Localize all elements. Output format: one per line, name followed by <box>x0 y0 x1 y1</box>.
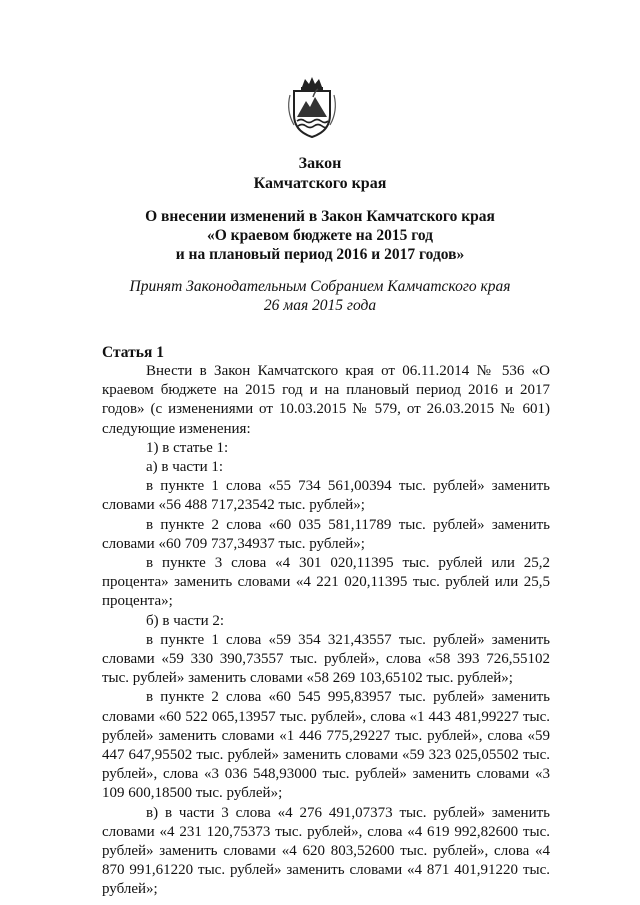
subject-line-1: О внесении изменений в Закон Камчатского края <box>145 208 495 225</box>
article-heading: Статья 1 <box>102 344 164 361</box>
document-issuer: Камчатского края <box>253 175 387 192</box>
paragraph: в) в части 3 слова «4 276 491,07373 тыс. рублей» заменить словами «4 231 120,75373 тыс. рублей», слова «4 619 992,82600 тыс. рублей» заменить словами «4 620 803,52600 тыс. рублей», слова «4 870 991,61220 тыс. рублей» заменить словами «4 871 401,91220 тыс. рублей»; <box>102 804 550 898</box>
paragraph: 1) в статье 1: <box>146 439 229 456</box>
coat-of-arms-icon <box>284 75 340 139</box>
paragraph: б) в части 2: <box>146 612 225 629</box>
adopted-by: Принят Законодательным Собранием Камчатского края <box>129 278 511 295</box>
paragraph: в пункте 2 слова «60 035 581,11789 тыс. рублей» заменить словами «60 709 737,34937 тыс. рублей»; <box>102 516 550 552</box>
subject-line-2: «О краевом бюджете на 2015 год <box>206 227 434 244</box>
adopted-date: 26 мая 2015 года <box>263 297 377 314</box>
article-body <box>102 362 550 900</box>
paragraph: в пункте 2 слова «60 545 995,83957 тыс. рублей» заменить словами «60 522 065,13957 тыс. рублей», слова «1 443 481,99227 тыс. рублей» заменить словами «1 446 775,29227 тыс. рублей», слова «59 447 647,95502 тыс. рублей» заменить словами «59 323 025,05502 тыс. рублей», слова «3 036 548,93000 тыс. рублей» заменить словами «3 109 600,18500 тыс. рублей»; <box>102 689 550 802</box>
paragraph: в пункте 3 слова «4 301 020,11395 тыс. рублей или 25,2 процента» заменить словами «4 221 020,11395 тыс. рублей или 25,5 процента»; <box>102 555 550 610</box>
document-title: Закон <box>298 155 342 172</box>
paragraph: в пункте 1 слова «55 734 561,00394 тыс. рублей» заменить словами «56 488 717,23542 тыс. рублей»; <box>102 478 550 514</box>
paragraph: в пункте 1 слова «59 354 321,43557 тыс. рублей» заменить словами «59 330 390,73557 тыс. рублей», слова «58 393 726,55102 тыс. рублей» заменить словами «58 269 103,65102 тыс. рублей»; <box>102 631 550 687</box>
paragraph: а) в части 1: <box>146 459 224 476</box>
paragraph: Внести в Закон Камчатского края от 06.11.2014 № 536 «О краевом бюджете на 2015 год и на плановый период 2016 и 2017 годов» (с изменениями от 10.03.2015 № 579, от 26.03.2015 № 601) следующие изменения: <box>102 363 550 437</box>
subject-line-3: и на плановый период 2016 и 2017 годов» <box>175 246 465 263</box>
